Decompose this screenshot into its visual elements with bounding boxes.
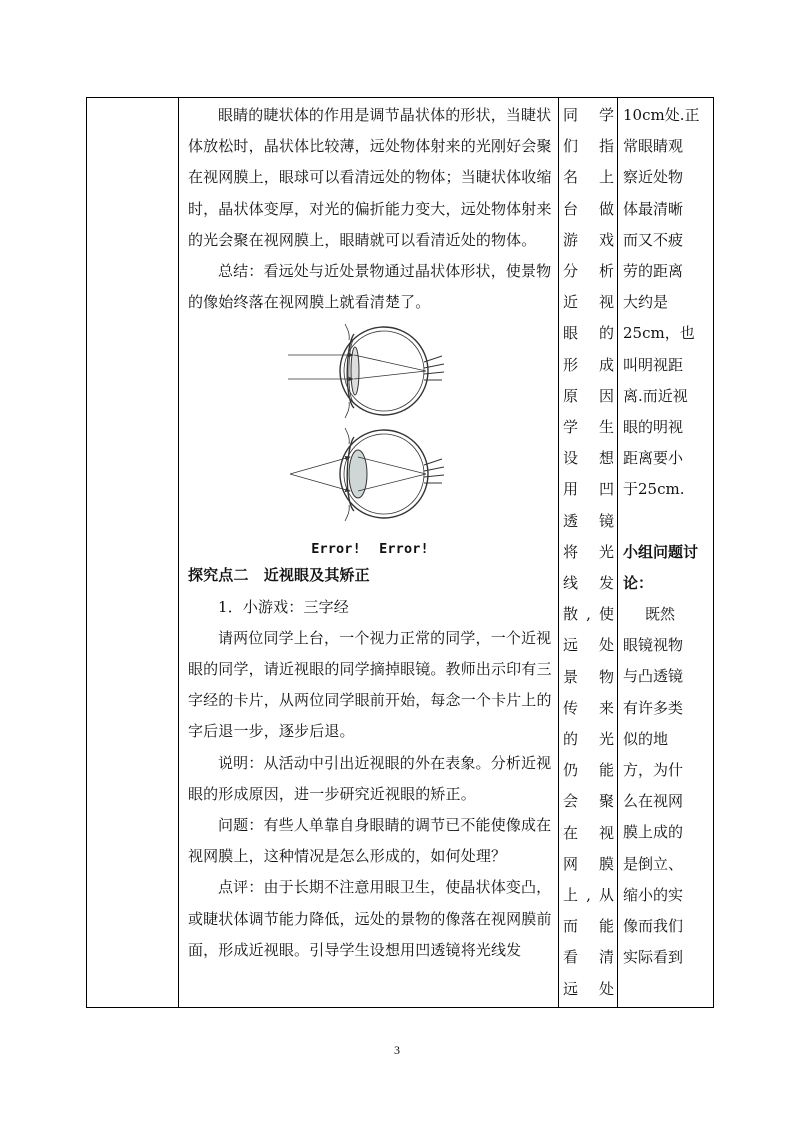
notes-line: 与凸透镜: [623, 667, 684, 686]
notes-line: 叫明视距: [623, 355, 684, 374]
eye-diagram: [188, 322, 552, 538]
figure-caption: Error! Error!: [311, 541, 429, 558]
empty-column: [87, 98, 179, 1008]
student-line: 在 视: [563, 823, 614, 842]
student-line: 看 清: [563, 948, 614, 967]
student-line: 设 想: [563, 449, 614, 468]
page-number: 3: [394, 1043, 400, 1057]
notes-line: 距离要小: [623, 449, 684, 468]
lesson-table: [86, 97, 714, 1008]
student-line: 们 指: [563, 137, 614, 156]
notes-line: 似的地: [623, 729, 669, 748]
notes-spacer: [623, 506, 709, 537]
student-line: 线 发: [563, 574, 614, 593]
notes-distance: [623, 100, 709, 506]
notes-line: 方，为什: [623, 761, 684, 780]
student-line: 会 聚: [563, 792, 614, 811]
student-line: 学 生: [563, 418, 614, 437]
notes-line: 体最清晰: [623, 199, 684, 218]
student-line: 远 处: [563, 636, 614, 655]
notes-line: 常眼睛观: [623, 137, 684, 156]
group-discussion-title: 小组问题讨论：: [623, 542, 699, 592]
paragraph-ciliary: 眼睛的睫状体的作用是调节晶状体的形状，当睫状体放松时，晶状体比较薄，远处物体射来的光刚好会聚在视网膜上，眼球可以看清远处的物体；当睫状体收缩时，晶状体变厚，对光的偏折能力变大，远处物体射来的光会聚在视网膜上，眼睛就可以看清近处的物体。: [188, 106, 552, 249]
student-line: 近 视: [563, 293, 614, 312]
notes-line: 大约是: [623, 293, 669, 312]
notes-line: 于25cm.: [623, 480, 685, 499]
student-line: 眼 的: [563, 324, 614, 343]
notes-line: 有许多类: [623, 698, 684, 717]
notes-line: 实际看到: [623, 948, 684, 967]
notes-discussion: [623, 599, 709, 973]
student-line: 的 光: [563, 730, 614, 749]
student-line: 仍 能: [563, 761, 614, 780]
student-line: 游 戏: [563, 230, 614, 249]
paragraph-summary: 总结：看远处与近处景物通过晶状体形状，使景物的像始终落在视网膜上就看清楚了。: [188, 262, 552, 312]
notes-line: 劳的距离: [623, 262, 684, 281]
notes-line: 眼镜视物: [623, 636, 684, 655]
student-line: 形 成: [563, 355, 614, 374]
eye-focus-illustration: [188, 322, 552, 538]
notes-column: [618, 98, 714, 1008]
eye-far-view: [288, 324, 444, 418]
student-line: 名 上: [563, 168, 614, 187]
notes-line: 眼的明视: [623, 418, 684, 437]
student-line: 分 析: [563, 262, 614, 281]
student-line: 而 能: [563, 917, 614, 936]
teaching-content-column: [179, 98, 559, 1008]
student-activity-column: [559, 98, 618, 1008]
notes-line: 而又不疲: [623, 230, 684, 249]
student-line: 原因: [563, 386, 614, 405]
student-line: 用 凹: [563, 480, 614, 499]
student-activity-text: [559, 98, 617, 1005]
notes-line: 缩小的实: [623, 885, 684, 904]
student-line: 传 来: [563, 698, 614, 717]
notes-line: 25cm，也: [623, 324, 695, 343]
paragraph-comment: 点评：由于长期不注意用眼卫生，使晶状体变凸，或睫状体调节能力降低，远处的景物的像落在视网膜前面，形成近视眼。引导学生设想用凹透镜将光线发: [188, 878, 552, 959]
student-line: 台 做: [563, 199, 614, 218]
paragraph-explanation: 说明：从活动中引出近视眼的外在表象。分析近视眼的形成原因，进一步研究近视眼的矫正。: [188, 753, 552, 803]
student-line: 景 物: [563, 667, 614, 686]
notes-line: 察近处物: [623, 168, 684, 187]
student-line: 散,使: [563, 605, 614, 624]
notes-line: 像而我们: [623, 917, 684, 936]
notes-line: 既然: [645, 605, 676, 624]
notes-line: 是倒立、: [623, 854, 684, 873]
paragraph-activity: 请两位同学上台，一个视力正常的同学，一个近视眼的同学，请近视眼的同学摘掉眼镜。教师出示印有三字经的卡片，从两位同学眼前开始，每念一个卡片上的字后退一步，逐步后退。: [188, 628, 552, 741]
notes-line: 离.而近视: [623, 386, 688, 405]
student-line: 将 光: [563, 542, 614, 561]
student-line: 透 镜: [563, 511, 614, 530]
section-heading: 探究点二 近视眼及其矫正: [188, 566, 370, 585]
notes-text: [618, 98, 713, 973]
student-line: 上,从: [563, 886, 614, 905]
student-line: 远 处: [563, 979, 614, 998]
student-line: 网 膜: [563, 854, 614, 873]
paragraph-question: 问题：有些人单靠自身眼睛的调节已不能使像成在视网膜上，这种情况是怎么形成的，如何处理？: [188, 816, 552, 866]
notes-line: 么在视网: [623, 792, 684, 811]
notes-line: 10cm处.正: [623, 106, 700, 124]
eye-near-view: [290, 428, 444, 521]
student-line: 同 学: [563, 106, 614, 124]
notes-line: 膜上成的: [623, 823, 684, 842]
list-item-game: 1．小游戏：三字经: [218, 597, 349, 616]
